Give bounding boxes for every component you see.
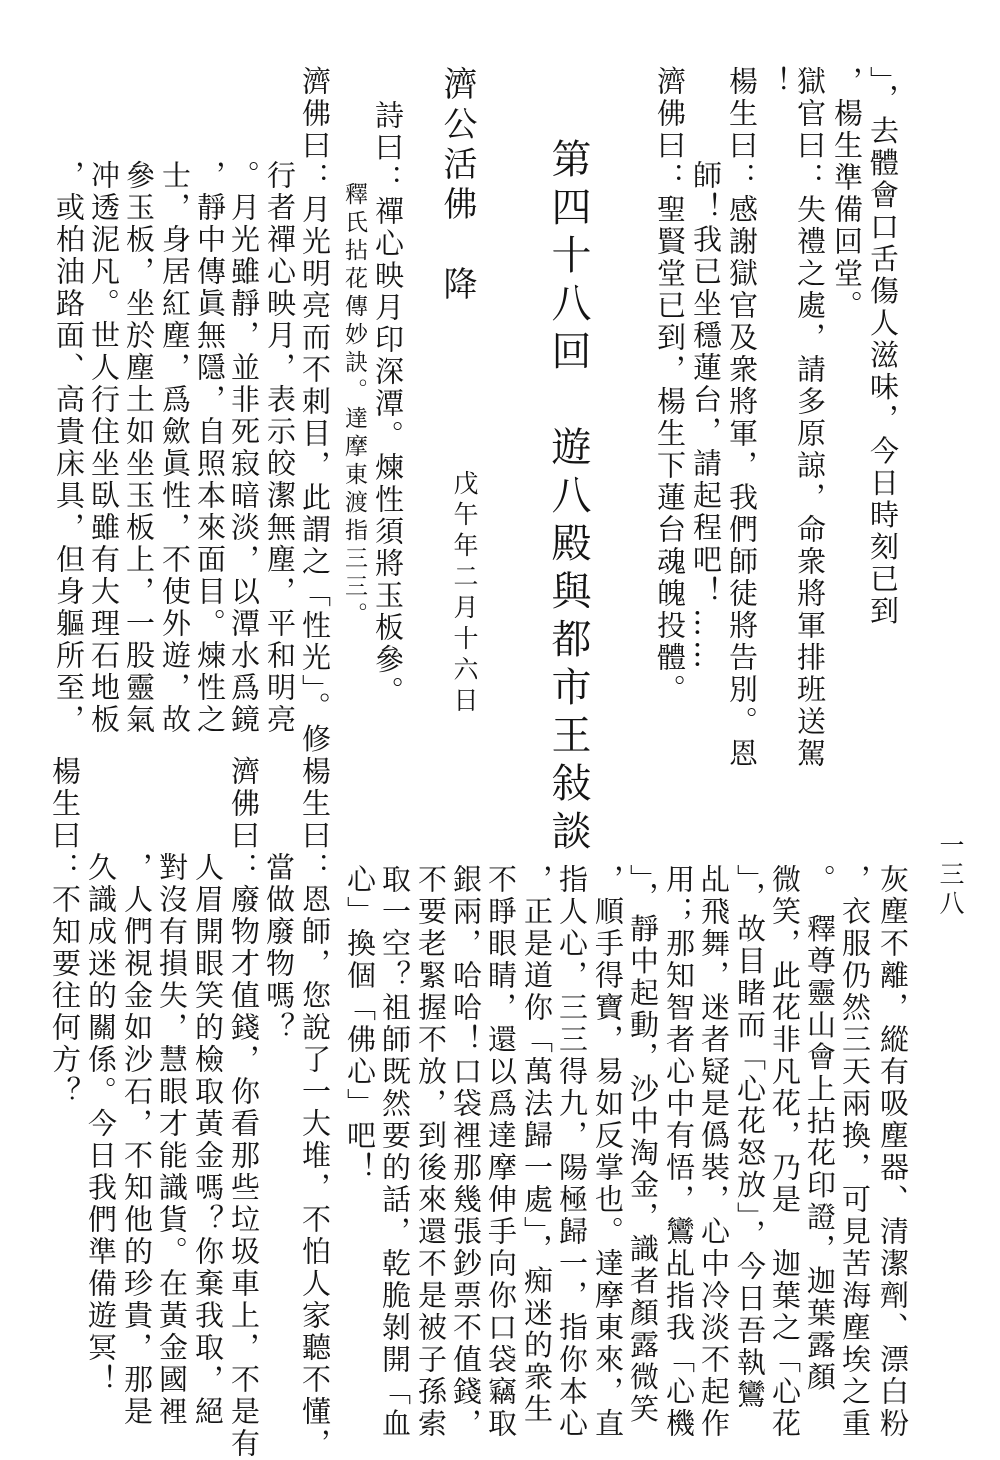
text-column: 士，身居紅塵，爲歛眞性，不使外遊，故 — [158, 160, 192, 736]
text-column: 濟佛曰：月光明亮而不刺目，此謂之「性光」。修 — [298, 66, 332, 756]
text-column: 冲透泥凡。世人行住坐臥雖有大理石地板 — [87, 160, 121, 736]
text-column: 用；那知智者心中有悟，鸞乩指我「心機 — [662, 864, 696, 1440]
chapter-date: 戊午年二月十六日 — [450, 470, 479, 718]
text-column: 取一空？祖師既然要的話，乾脆剝開「血 — [378, 864, 412, 1440]
text-column: ，靜中傳眞無隱，自照本來面目。煉性之 — [193, 160, 227, 736]
text-column: 心」換個「佛心」吧！ — [343, 864, 377, 1184]
text-column: 濟佛曰：廢物才值錢，你看那些垃圾車上，不是有 — [227, 756, 261, 1460]
chapter-title: 第四十八回 遊八殿與都市王敍談 — [545, 138, 591, 858]
text-column: ，衣服仍然三天兩換，可見苦海塵埃之重 — [838, 864, 872, 1440]
text-column: ，順手得寶，易如反掌也。達摩東來，直 — [591, 864, 625, 1440]
text-column: 不要老緊握不放，到後來還不是被子孫索 — [414, 864, 448, 1440]
text-column: 微笑，此花非凡花，乃是 迦葉之「心花 — [768, 864, 802, 1440]
text-column: 指人心，三三得九，陽極歸一，指你本心 — [555, 864, 589, 1440]
text-column: 久識成迷的關係。今日我們準備遊冥！ — [84, 852, 118, 1396]
text-column: 楊生曰：恩師，您說了一大堆，不怕人家聽不懂， — [298, 756, 332, 1460]
text-column: 行者禪心映月，表示皎潔無塵，平和明亮 — [263, 160, 297, 736]
text-column: 」，去體會口舌傷人滋味，今日時刻已到 — [866, 66, 900, 628]
poem-line: 釋氏拈花傳妙訣。達摩東渡指三三。 — [341, 182, 367, 630]
text-column: ，或柏油路面、高貴床具，但身軀所至， — [52, 160, 86, 736]
text-column: ，人們視金如沙石，不知他的珍貴，那是 — [120, 852, 154, 1428]
text-column: 不睜眼睛，還以爲達摩伸手向你口袋竊取 — [484, 864, 518, 1440]
deity-heading: 濟公活佛 降 — [437, 66, 477, 306]
text-column: 楊生曰：不知要往何方？ — [48, 756, 82, 1108]
text-column: 濟佛曰：聖賢堂已到，楊生下蓮台魂魄投體。 — [653, 66, 687, 706]
text-column: 」，靜中起動，沙中淘金，識者顏露微笑 — [626, 864, 660, 1426]
text-column: 參玉板，坐於塵土如坐玉板上，一股靈氣 — [122, 160, 156, 736]
text-column: 銀兩，哈哈！口袋裡那幾張鈔票不值錢， — [449, 864, 483, 1440]
text-column: 楊生曰：感謝獄官及衆將軍，我們師徒將告別。恩 — [725, 66, 759, 770]
text-column: ！ — [758, 66, 792, 98]
text-column: 人眉開眼笑的檢取黃金嗎？你棄我取，絕 — [191, 852, 225, 1428]
text-column: ，正是道你「萬法歸一處」，痴迷的衆生 — [520, 864, 554, 1426]
page-number: 一三八 — [936, 832, 965, 919]
text-column: 」，故目睹而「心花怒放」，今日吾執鸞 — [733, 864, 767, 1411]
text-column: 對沒有損失，慧眼才能識貨。在黃金國裡 — [155, 852, 189, 1428]
text-column: 。 釋尊靈山會上拈花印證，迦葉露顏 — [803, 864, 837, 1394]
text-column: 當做廢物嗎？ — [262, 852, 296, 1044]
text-column: ，楊生準備回堂。 — [830, 66, 864, 322]
text-column: 灰塵不離，縱有吸塵器、清潔劑、漂白粉 — [876, 864, 910, 1440]
text-column: 師！我已坐穩蓮台，請起程吧！…… — [689, 160, 723, 672]
text-column: 乩飛舞，迷者疑是僞裝，心中冷淡不起作 — [697, 864, 731, 1440]
text-column: 。月光雖靜，並非死寂暗淡，以潭水爲鏡 — [227, 160, 261, 736]
text-column: 獄官曰：失禮之處，請多原諒，命衆將軍排班送駕 — [793, 66, 827, 770]
poem-line: 詩曰：禪心映月印深潭。煉性須將玉板參。 — [371, 100, 405, 708]
